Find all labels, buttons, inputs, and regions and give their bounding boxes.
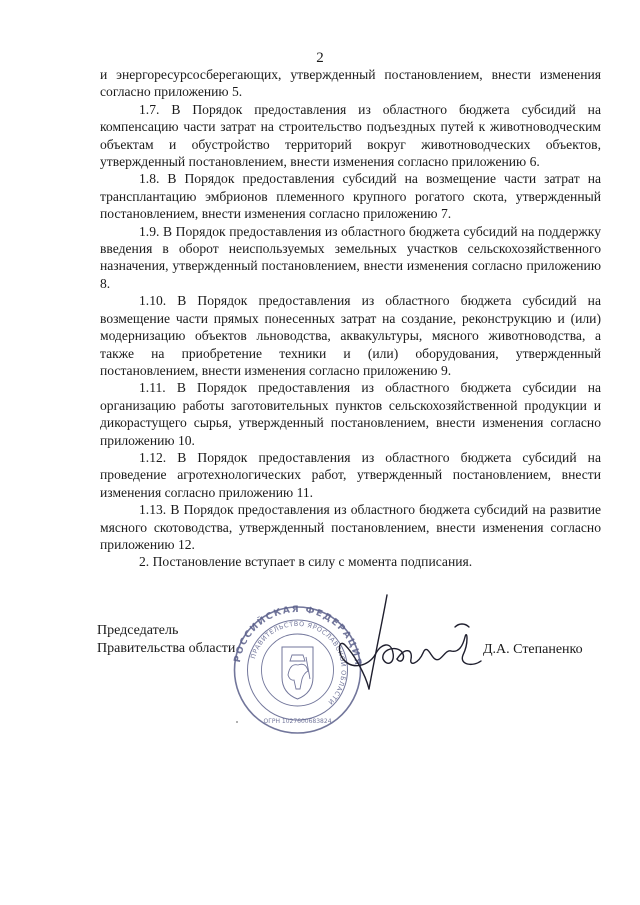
- paragraph-1-8: 1.8. В Порядок предоставления субсидий на возмещение части затрат на трансплантацию эмбрионов племенного крупного рогатого скота, утвержденный постановлением, внести изменения согласно приложению 7.: [100, 171, 601, 222]
- paragraph-1-12: 1.12. В Порядок предоставления из областного бюджета субсидий на проведение агротехнологических работ, утвержденный постановлением, внести изменения согласно приложению 11.: [100, 449, 601, 500]
- paragraph-1-7: 1.7. В Порядок предоставления из областного бюджета субсидий на компенсацию части затрат на строительство подъездных путей к животноводческим объектам и обустройство территорий вокруг животноводческих объектов, утвержденный постановлением, внести изменения согласно приложению 6.: [100, 101, 601, 170]
- signature-block: [0, 605, 640, 735]
- seal-inner-text: ПРАВИТЕЛЬСТВО ЯРОСЛАВСКОЙ ОБЛАСТИ: [249, 619, 348, 707]
- signatory-title-line2: Правительства области: [97, 641, 236, 656]
- seal-outer-text: РОССИЙСКАЯ ФЕДЕРАЦИЯ: [232, 605, 363, 668]
- document-body: [100, 66, 601, 571]
- paragraph-1-13: 1.13. В Порядок предоставления из областного бюджета субсидий на развитие мясного скотоводства, утвержденный постановлением, внести изменения согласно приложению 12.: [100, 502, 601, 552]
- paragraph-2: 2. Постановление вступает в силу с момента подписания.: [139, 554, 473, 570]
- paragraph-1-10: 1.10. В Порядок предоставления из областного бюджета субсидий на возмещение части прямых понесенных затрат на создание, реконструкцию и (или) модернизацию объектов льноводства, аквакультуры, мясного животноводства, а также на приобретение техники и (или) оборудования, утвержденный постановлением, внести изменения согласно приложению 9.: [100, 293, 601, 378]
- seal-ogrn-text: ОГРН 1027600683824: [263, 718, 332, 725]
- paragraph-1-11: 1.11. В Порядок предоставления из областного бюджета субсидии на организацию работы заготовительных пунктов сельскохозяйственной продукции и дикорастущего сырья, утвержденный постановлением, внести изменения согласно приложению 10.: [100, 380, 601, 448]
- svg-text:ПРАВИТЕЛЬСТВО ЯРОСЛАВСКОЙ ОБЛА: [249, 620, 348, 706]
- signatory-title-line1: Председатель: [97, 623, 179, 638]
- page-number: 2: [316, 50, 324, 66]
- signatory-name: Д.А. Степаненко: [483, 642, 583, 657]
- paragraph-1-9: 1.9. В Порядок предоставления из областного бюджета субсидий на поддержку введения в оборот неиспользуемых земельных участков сельскохозяйственного назначения, утвержденный постановлением, внести изменения согласно приложению 8.: [100, 223, 601, 291]
- scan-speck: [236, 721, 238, 723]
- handwritten-signature: [335, 593, 485, 703]
- paragraph-continuation: и энергоресурсосберегающих, утвержденный постановлением, внести изменения согласно приложению 5.: [100, 67, 601, 100]
